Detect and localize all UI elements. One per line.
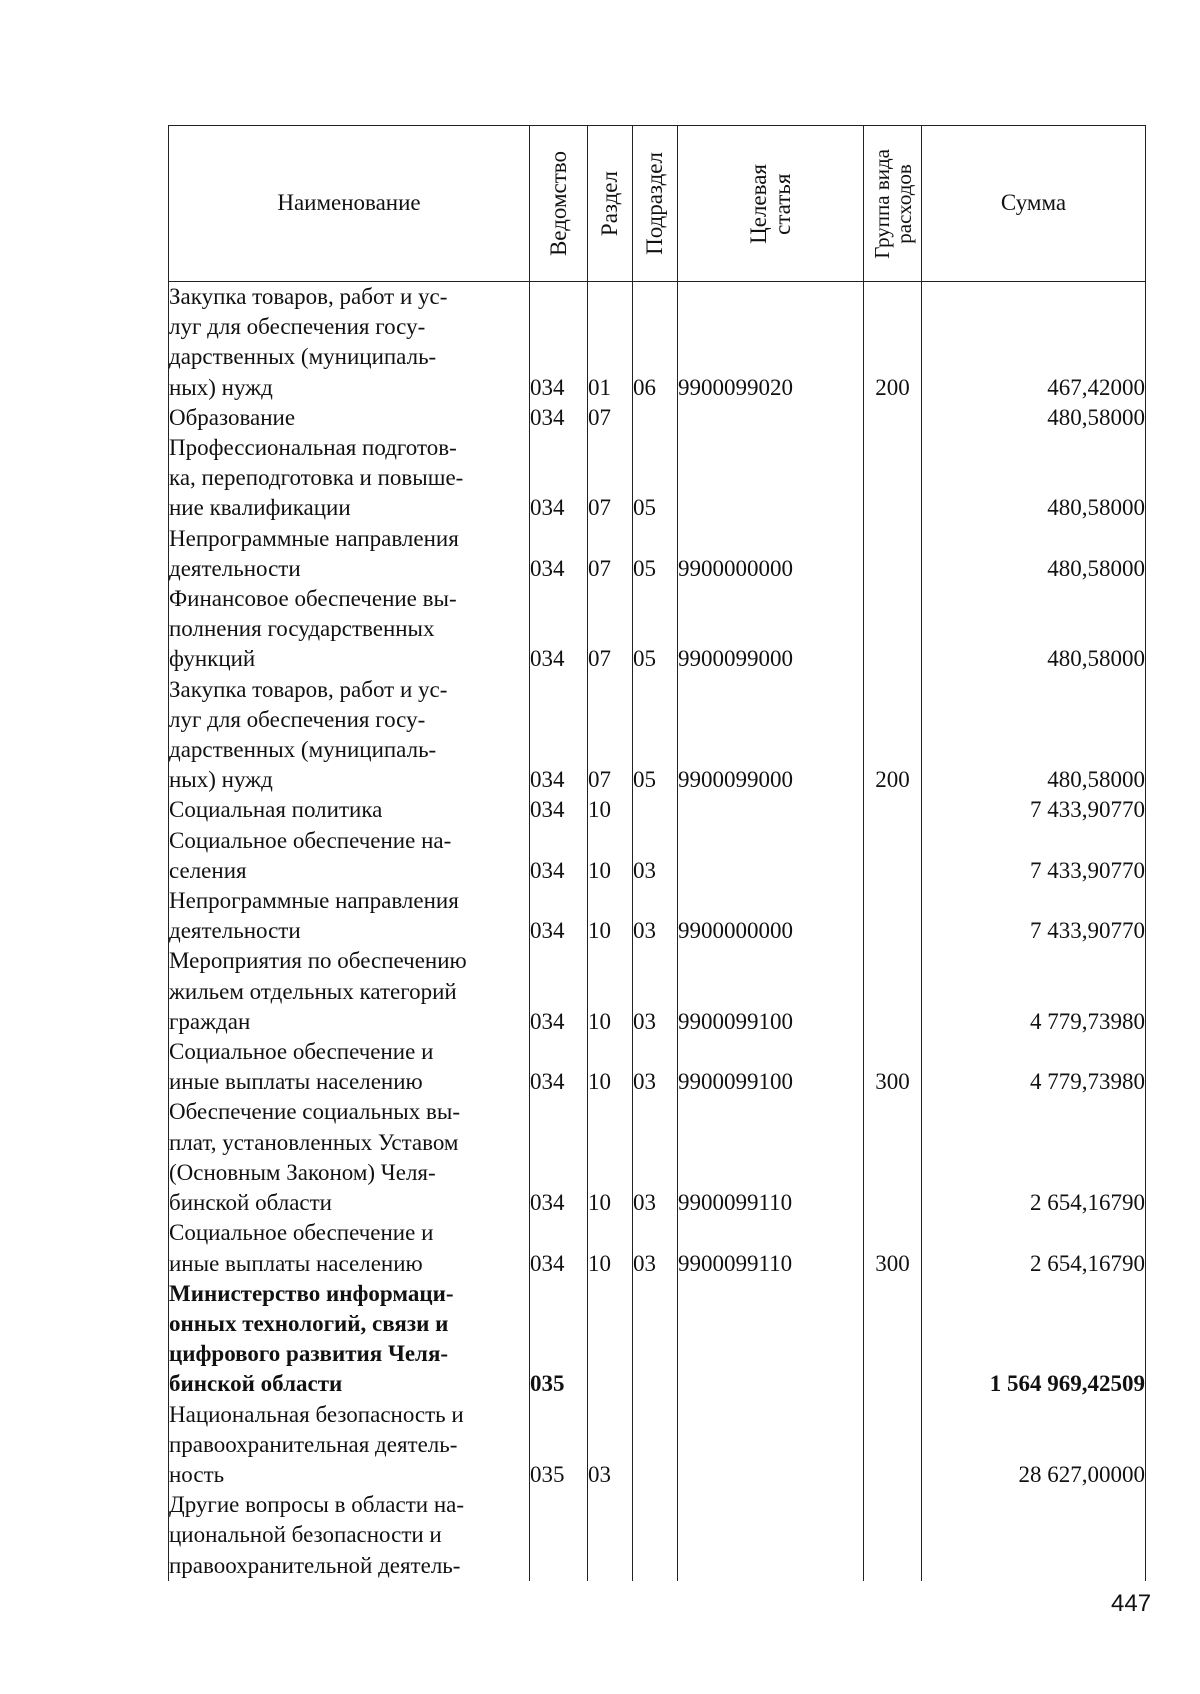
row-name-text: Социальная политика <box>169 797 383 823</box>
table-header-row <box>169 126 1146 282</box>
name-cell <box>169 826 530 886</box>
row-name-text: Министерство информаци- онных технологий, связи и цифрового развития Челя- бинской области <box>169 1280 454 1397</box>
gruppa-cell: 200 <box>864 675 922 796</box>
razdel-cell: 10 <box>588 795 633 825</box>
razdel-cell: 10 <box>588 1097 633 1218</box>
celevaya-cell: 9900000000 <box>678 524 864 584</box>
vedomstvo-cell: 034 <box>530 433 588 524</box>
row-name-text: Закупка товаров, работ и ус- луг для обеспечения госу- дарственных (муниципаль- ных) нужд <box>169 284 448 400</box>
name-cell <box>169 433 530 524</box>
name-cell <box>169 524 530 584</box>
row-name-text: Социальное обеспечение и иные выплаты населению <box>169 1039 434 1095</box>
podrazdel-cell <box>633 403 678 433</box>
gruppa-cell: 300 <box>864 1037 922 1097</box>
header-razdel-label: Раздел <box>597 170 622 237</box>
header-razdel <box>588 126 633 282</box>
name-cell <box>169 282 530 403</box>
header-vedomstvo-label: Ведомство <box>545 150 571 257</box>
gruppa-cell <box>864 946 922 1037</box>
name-cell <box>169 795 530 825</box>
celevaya-cell <box>678 1490 864 1581</box>
table-row <box>169 403 1146 433</box>
vedomstvo-cell: 035 <box>530 1279 588 1400</box>
row-name-text: Другие вопросы в области на- циональной безопасности и правоохранительной деятель- <box>169 1492 465 1578</box>
name-cell <box>169 1279 530 1400</box>
celevaya-cell: 9900099000 <box>678 584 864 675</box>
podrazdel-cell <box>633 1400 678 1491</box>
vedomstvo-cell: 034 <box>530 946 588 1037</box>
summa-cell: 480,58000 <box>922 584 1146 675</box>
row-name-text: Социальное обеспечение и иные выплаты населению <box>169 1220 434 1276</box>
table-row <box>169 282 1146 403</box>
table-row <box>169 886 1146 946</box>
summa-cell: 4 779,73980 <box>922 1037 1146 1097</box>
podrazdel-cell: 05 <box>633 433 678 524</box>
summa-cell: 467,42000 <box>922 282 1146 403</box>
razdel-cell: 03 <box>588 1400 633 1491</box>
name-cell <box>169 675 530 796</box>
razdel-cell: 10 <box>588 946 633 1037</box>
table-row <box>169 1490 1146 1581</box>
table-row <box>169 1279 1146 1400</box>
vedomstvo-cell: 035 <box>530 1400 588 1491</box>
row-name-text: Образование <box>169 404 296 430</box>
header-summa <box>922 126 1146 282</box>
podrazdel-cell: 03 <box>633 1218 678 1278</box>
gruppa-cell <box>864 886 922 946</box>
razdel-cell: 07 <box>588 403 633 433</box>
name-cell <box>169 886 530 946</box>
table-row <box>169 1218 1146 1278</box>
name-cell <box>169 1037 530 1097</box>
table-row <box>169 946 1146 1037</box>
razdel-cell: 10 <box>588 1218 633 1278</box>
vedomstvo-cell: 034 <box>530 886 588 946</box>
summa-cell: 480,58000 <box>922 524 1146 584</box>
podrazdel-cell: 03 <box>633 1037 678 1097</box>
row-name-text: Обеспечение социальных вы- плат, установленных Уставом (Основным Законом) Челя- бинской области <box>169 1099 460 1216</box>
header-summa-label: Сумма <box>1000 190 1067 216</box>
budget-table <box>168 125 1146 1581</box>
gruppa-cell <box>864 1490 922 1581</box>
celevaya-cell: 9900099110 <box>678 1097 864 1218</box>
table-row <box>169 433 1146 524</box>
vedomstvo-cell: 034 <box>530 1037 588 1097</box>
name-cell <box>169 1400 530 1491</box>
gruppa-cell: 200 <box>864 282 922 403</box>
header-gruppa-line2: расходов <box>891 163 916 244</box>
gruppa-cell <box>864 524 922 584</box>
vedomstvo-cell: 034 <box>530 1218 588 1278</box>
celevaya-cell <box>678 433 864 524</box>
page-number: 447 <box>1111 1590 1152 1617</box>
summa-cell: 480,58000 <box>922 433 1146 524</box>
razdel-cell: 07 <box>588 675 633 796</box>
summa-cell: 480,58000 <box>922 675 1146 796</box>
vedomstvo-cell <box>530 1490 588 1581</box>
summa-cell: 4 779,73980 <box>922 946 1146 1037</box>
razdel-cell: 10 <box>588 826 633 886</box>
podrazdel-cell: 05 <box>633 584 678 675</box>
summa-cell: 1 564 969,42509 <box>922 1279 1146 1400</box>
row-name-text: Мероприятия по обеспечению жильем отдельных категорий граждан <box>169 948 467 1034</box>
header-celevaya-label <box>747 164 795 244</box>
summa-cell: 480,58000 <box>922 403 1146 433</box>
table-row <box>169 584 1146 675</box>
podrazdel-cell: 03 <box>633 886 678 946</box>
table-row <box>169 1097 1146 1218</box>
summa-cell: 28 627,00000 <box>922 1400 1146 1491</box>
celevaya-cell: 9900099000 <box>678 675 864 796</box>
vedomstvo-cell: 034 <box>530 675 588 796</box>
celevaya-cell: 9900099100 <box>678 1037 864 1097</box>
podrazdel-cell <box>633 1490 678 1581</box>
podrazdel-cell: 03 <box>633 1097 678 1218</box>
celevaya-cell <box>678 1400 864 1491</box>
row-name-text: Национальная безопасность и правоохранительная деятель- ность <box>169 1401 464 1487</box>
vedomstvo-cell: 034 <box>530 403 588 433</box>
gruppa-cell <box>864 433 922 524</box>
row-name-text: Непрограммные направления деятельности <box>169 525 459 581</box>
celevaya-cell: 9900099100 <box>678 946 864 1037</box>
vedomstvo-cell: 034 <box>530 826 588 886</box>
name-cell <box>169 1218 530 1278</box>
table-row <box>169 795 1146 825</box>
name-cell <box>169 1490 530 1581</box>
vedomstvo-cell: 034 <box>530 524 588 584</box>
header-celevaya <box>678 126 864 282</box>
row-name-text: Закупка товаров, работ и ус- луг для обеспечения госу- дарственных (муниципаль- ных) нужд <box>169 676 448 793</box>
razdel-cell: 10 <box>588 886 633 946</box>
table-row <box>169 826 1146 886</box>
header-vedomstvo <box>530 126 588 282</box>
header-name <box>169 126 530 282</box>
summa-cell <box>922 1490 1146 1581</box>
gruppa-cell <box>864 1097 922 1218</box>
razdel-cell <box>588 1490 633 1581</box>
name-cell <box>169 584 530 675</box>
header-podrazdel <box>633 126 678 282</box>
summa-cell: 7 433,90770 <box>922 886 1146 946</box>
table-body <box>169 282 1146 1581</box>
summa-cell: 2 654,16790 <box>922 1097 1146 1218</box>
row-name-text: Финансовое обеспечение вы- полнения государственных функций <box>169 586 457 672</box>
header-gruppa-label <box>871 149 915 259</box>
razdel-cell <box>588 1279 633 1400</box>
summa-cell: 7 433,90770 <box>922 826 1146 886</box>
celevaya-cell <box>678 403 864 433</box>
gruppa-cell <box>864 1400 922 1491</box>
header-celevaya-line2: статья <box>769 172 795 235</box>
gruppa-cell <box>864 403 922 433</box>
vedomstvo-cell: 034 <box>530 282 588 403</box>
summa-cell: 2 654,16790 <box>922 1218 1146 1278</box>
table-row <box>169 1400 1146 1491</box>
row-name-text: Непрограммные направления деятельности <box>169 888 459 944</box>
podrazdel-cell: 06 <box>633 282 678 403</box>
table-row <box>169 1037 1146 1097</box>
celevaya-cell <box>678 795 864 825</box>
celevaya-cell <box>678 826 864 886</box>
vedomstvo-cell: 034 <box>530 584 588 675</box>
name-cell <box>169 403 530 433</box>
gruppa-cell: 300 <box>864 1218 922 1278</box>
header-celevaya-line1: Целевая <box>745 163 771 244</box>
gruppa-cell <box>864 1279 922 1400</box>
vedomstvo-cell: 034 <box>530 1097 588 1218</box>
podrazdel-cell: 03 <box>633 946 678 1037</box>
header-gruppa-line1: Группа вида <box>869 148 894 259</box>
row-name-text: Социальное обеспечение на- селения <box>169 827 452 883</box>
podrazdel-cell: 03 <box>633 826 678 886</box>
podrazdel-cell: 05 <box>633 675 678 796</box>
celevaya-cell: 9900099110 <box>678 1218 864 1278</box>
razdel-cell: 10 <box>588 1037 633 1097</box>
razdel-cell: 07 <box>588 433 633 524</box>
header-name-label: Наименование <box>277 190 421 216</box>
vedomstvo-cell: 034 <box>530 795 588 825</box>
podrazdel-cell <box>633 795 678 825</box>
gruppa-cell <box>864 584 922 675</box>
celevaya-cell: 9900000000 <box>678 886 864 946</box>
podrazdel-cell <box>633 1279 678 1400</box>
gruppa-cell <box>864 795 922 825</box>
header-gruppa <box>864 126 922 282</box>
razdel-cell: 07 <box>588 524 633 584</box>
table-row <box>169 524 1146 584</box>
razdel-cell: 07 <box>588 584 633 675</box>
celevaya-cell <box>678 1279 864 1400</box>
gruppa-cell <box>864 826 922 886</box>
table-row <box>169 675 1146 796</box>
razdel-cell: 01 <box>588 282 633 403</box>
summa-cell: 7 433,90770 <box>922 795 1146 825</box>
podrazdel-cell: 05 <box>633 524 678 584</box>
header-podrazdel-label: Подраздел <box>642 152 667 255</box>
name-cell <box>169 1097 530 1218</box>
row-name-text: Профессиональная подготов- ка, переподготовка и повыше- ние квалификации <box>169 435 464 521</box>
celevaya-cell: 9900099020 <box>678 282 864 403</box>
name-cell <box>169 946 530 1037</box>
